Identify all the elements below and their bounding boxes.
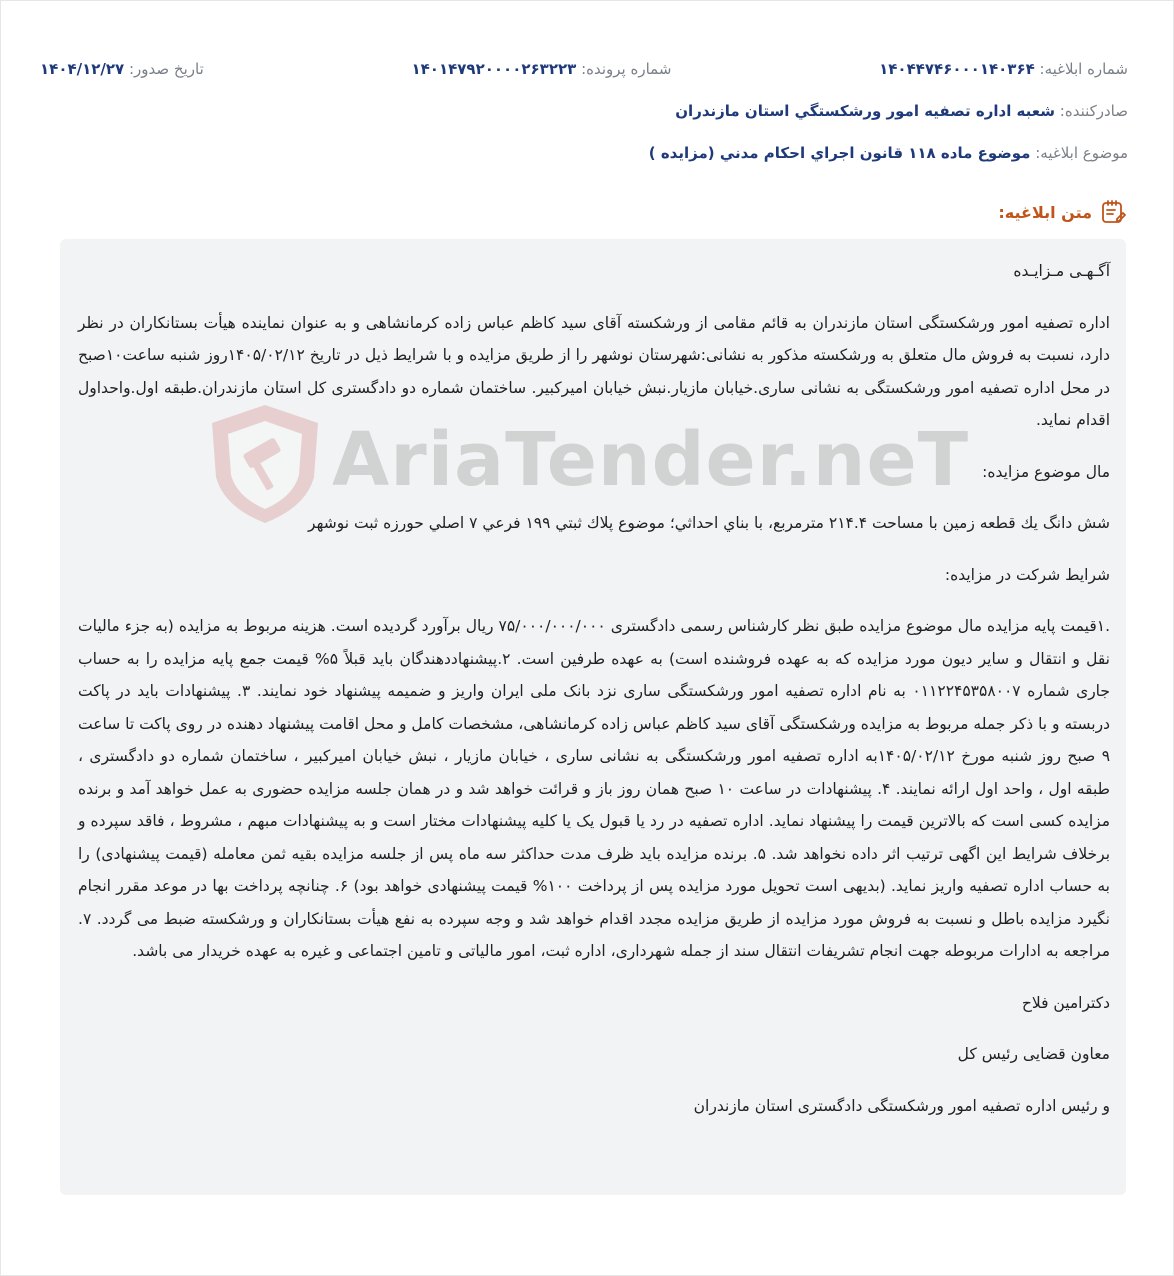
meta-row-subject: [40, 141, 1128, 165]
property-description: شش دانگ يك قطعه زمين با مساحت ۲۱۴.۴ مترمربع، با بناي احداثي؛ موضوع پلاك ثبتي ۱۹۹ فرعي ۷ اصلي حورزه ثبت نوشهر: [308, 514, 1110, 532]
section-title: متن ابلاغیه:: [998, 202, 1092, 222]
property-label: مال موضوع مزایده:: [982, 462, 1110, 481]
notice-text-heading: [998, 199, 1126, 225]
notice-number-value: ۱۴۰۴۴۷۴۶۰۰۰۱۴۰۳۶۴: [879, 60, 1035, 78]
auction-heading: آگـهـی مـزایـده: [1013, 262, 1110, 280]
case-number-value: ۱۴۰۱۴۷۹۲۰۰۰۰۲۶۳۲۲۳: [411, 60, 577, 78]
meta-row-numbers: [40, 57, 1128, 81]
issue-date-value: ۱۴۰۴/۱۲/۲۷: [40, 60, 125, 78]
signer-office: و رئیس اداره تصفیه امور ورشکستگی دادگستری استان مازندران: [693, 1096, 1110, 1115]
auction-intro: اداره تصفیه امور ورشکستگی استان مازندران به قائم مقامی از ورشکسته آقای سید کاظم عباس زاده کرمانشاهی و به عنوان نماینده هیأت بستانکاران در نظر دارد، نسبت به فروش مال متعلق به ورشکسته مذکور به نشانی:شهرستان نوشهر را از طریق مزایده و با شرایط ذیل در تاریخ ۱۴۰۵/۰۲/۱۲روز شنبه ساعت۱۰صبح در محل اداره تصفیه امور ورشکستگی به نشانی ساری.خیابان مازیار.نبش خیابان امیرکبیر. ساختمان شماره دو دادگستری کل استان مازندران.طبقه اول.واحداول اقدام نماید.: [78, 313, 1110, 429]
notice-number-label: شماره ابلاغیه:: [1039, 60, 1128, 78]
conditions-text: .۱قیمت پایه مزایده مال موضوع مزایده طبق نظر کارشناس رسمی دادگستری ۷۵/۰۰۰/۰۰۰/۰۰۰ ریال برآورد گردیده است. هزینه مربوط به مزایده (به جزء مالیات نقل و انتقال و سایر دیون مورد مزایده که به عهده فروشنده است) به عهده طرفین است. ۲.پیشنهاددهندگان باید قبلاً ۵% قیمت جمع پایه مزایده را به حساب جاری شماره ۰۱۱۲۲۴۵۳۵۸۰۰۷ به نام اداره تصفیه امور ورشکستگی ساری نزد بانک ملی ایران واریز و ضمیمه پیشنهاد خود نمایند. ۳. پیشنهادات باید در پاکت دربسته و با ذکر جمله مربوط به مزایده ورشکستگی آقای سید کاظم عباس زاده کرمانشاهی، مشخصات کامل و محل اقامت پیشنهاد دهنده در روی پاکت تا ساعت ۹ صبح روز شنبه مورخ ۱۴۰۵/۰۲/۱۲به اداره تصفیه امور ورشکستگی به نشانی ساری ، خیابان مازیار ، نبش خیابان امیرکبیر ، ساختمان شماره دو دادگستری ، طبقه اول ، واحد اول ارائه نمایند. ۴. پیشنهادات در ساعت ۱۰ صبح همان روز باز و قرائت خواهد شد و در همان جلسه مزایده حضوری به عمل خواهد آمد و برنده مزایده کسی است که بالاترین قیمت را پیشنهاد نماید. اداره تصفیه در رد یا قبول یک یا کلیه پیشنهادات مختار است و به پیشنهادات مبهم ، مشروط ، فاقد سپرده و برخلاف شرایط این اگهی ترتیب اثر داده نخواهد شد. ۵. برنده مزایده باید ظرف مدت حداکثر سه ماه پس از جلسه مزایده بقیه ثمن معامله (قیمت پیشنهادی) را به حساب اداره تصفیه واریز نماید. (بدیهی است تحویل مورد مزایده پس از پرداخت ۱۰۰% قیمت پیشنهادی خواهد بود) ۶. چنانچه پرداخت بها در موعد مقرر انجام نگیرد مزایده باطل و نسبت به فروش مورد مزایده از طریق مزایده مجدد اقدام خواهد شد و وجه سپرده به نفع هیأت بستانکاران و ورشکسته ضبط می گردد. ۷. مراجعه به ادارات مربوطه جهت انجام تشریفات انتقال سند از جمله شهرداری، اداره ثبت، امور مالیاتی و تامین اجتماعی و غیره به عهده خریدار می باشد.: [78, 617, 1111, 960]
notepad-icon: [1100, 199, 1126, 225]
issuer-label: صادرکننده:: [1059, 102, 1128, 120]
subject-value: موضوع ماده ۱۱۸ قانون اجراي احكام مدني (مزايده ): [648, 144, 1031, 162]
subject-label: موضوع ابلاغیه:: [1035, 144, 1128, 162]
notice-body-box: [60, 239, 1126, 1195]
notice-content: [78, 255, 1110, 1141]
meta-row-issuer: [40, 99, 1128, 123]
issue-date-label: تاریخ صدور:: [129, 60, 204, 78]
signer-title: معاون قضایی رئیس کل: [957, 1045, 1110, 1063]
issue-date: [40, 57, 204, 81]
conditions-label: شرایط شرکت در مزایده:: [944, 565, 1110, 584]
watermark-text: AriaTender.neT: [332, 417, 970, 503]
issuer-value: شعبه اداره تصفيه امور ورشكستگي استان مازندران: [675, 102, 1055, 120]
signer-name: دکترامین فلاح: [1021, 993, 1110, 1012]
notice-number: [879, 57, 1128, 81]
case-number: [411, 57, 671, 81]
case-number-label: شماره پرونده:: [581, 60, 672, 78]
